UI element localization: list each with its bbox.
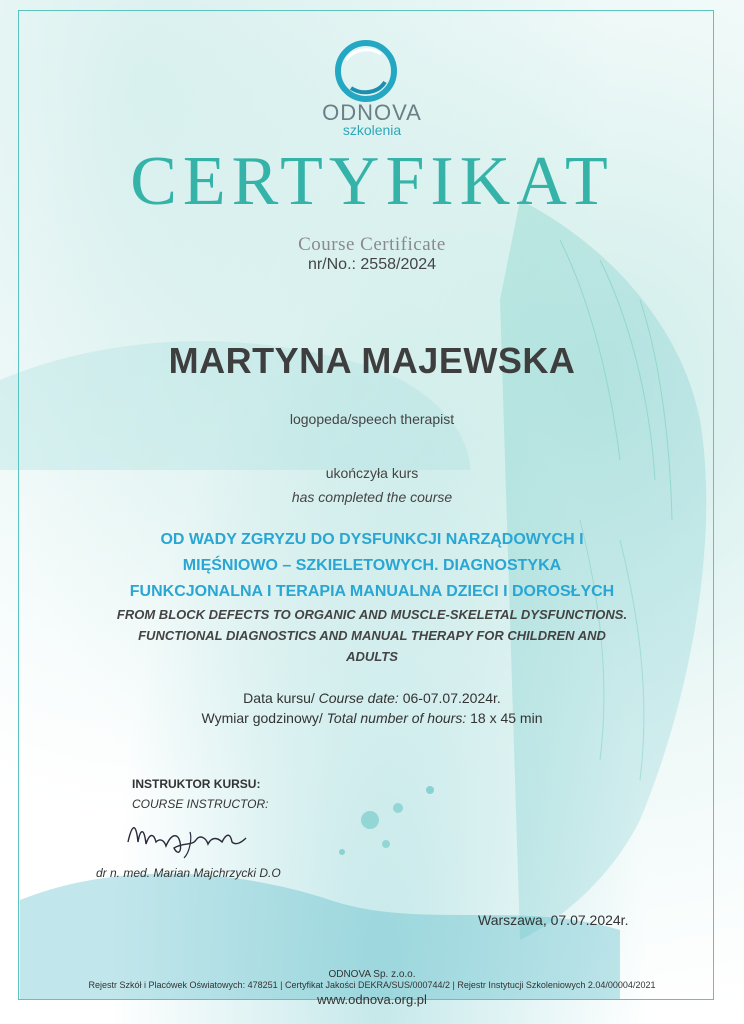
recipient-profession: logopeda/speech therapist [289, 411, 455, 427]
number-value: 2558/2024 [360, 256, 437, 273]
footer-website: www.odnova.org.pl [317, 992, 427, 1007]
hours-label-en: Total number of hours: [326, 710, 467, 726]
hours-label-pl: Wymiar godzinowy/ [201, 710, 327, 726]
recipient-name: MARTYNA MAJEWSKA [168, 340, 576, 381]
instructor-label-en: COURSE INSTRUCTOR: [132, 797, 269, 811]
certificate-title: CERTYFIKAT [130, 143, 614, 220]
course-title-pl [0, 527, 744, 605]
number-label: nr/No.: [307, 256, 361, 273]
instructor-name: dr n. med. Marian Majchrzycki D.O [96, 866, 281, 880]
logo-name: ODNOVA [322, 100, 422, 125]
date-label-pl: Data kursu/ [243, 690, 319, 706]
course-title-pl-line: FUNKCJONALNA I TERAPIA MANUALNA DZIECI I DOROSŁYCH [129, 583, 615, 600]
place-and-date: Warszawa, 07.07.2024r. [478, 912, 629, 928]
course-title-en-line: ADULTS [346, 649, 398, 664]
completion-text-pl: ukończyła kurs [325, 465, 419, 481]
course-title-en [0, 604, 744, 667]
course-hours [0, 710, 744, 726]
course-title-pl-line: MIĘŚNIOWO – SZKIELETOWYCH. DIAGNOSTYKA [182, 557, 562, 574]
logo-subtitle: szkolenia [342, 122, 402, 138]
course-title-en-line: FUNCTIONAL DIAGNOSTICS AND MANUAL THERAPY FOR CHILDREN AND [138, 628, 606, 643]
instructor-signature [120, 812, 270, 860]
certificate-subtitle: Course Certificate [298, 234, 446, 255]
circle-swirl-icon [331, 36, 401, 106]
course-title-pl-line: OD WADY ZGRYZU DO DYSFUNKCJI NARZĄDOWYCH I [160, 531, 584, 548]
footer-registry: Rejestr Szkół i Placówek Oświatowych: 478251 | Certyfikat Jakości DEKRA/SUS/000744/2 | Rejestr Instytucji Szkoleniowych 2.04/00004/2021 [88, 980, 656, 990]
footer-company: ODNOVA Sp. z.o.o. [328, 969, 416, 980]
certificate-number [0, 256, 744, 274]
date-label-en: Course date: [318, 690, 399, 706]
course-date [0, 690, 744, 706]
course-title-en-line: FROM BLOCK DEFECTS TO ORGANIC AND MUSCLE-SKELETAL DYSFUNCTIONS. [116, 607, 628, 622]
hours-value: 18 x 45 min [466, 710, 543, 726]
instructor-label-pl: INSTRUKTOR KURSU: [132, 777, 261, 791]
completion-text-en: has completed the course [291, 489, 453, 505]
date-value: 06-07.07.2024r. [398, 690, 501, 706]
